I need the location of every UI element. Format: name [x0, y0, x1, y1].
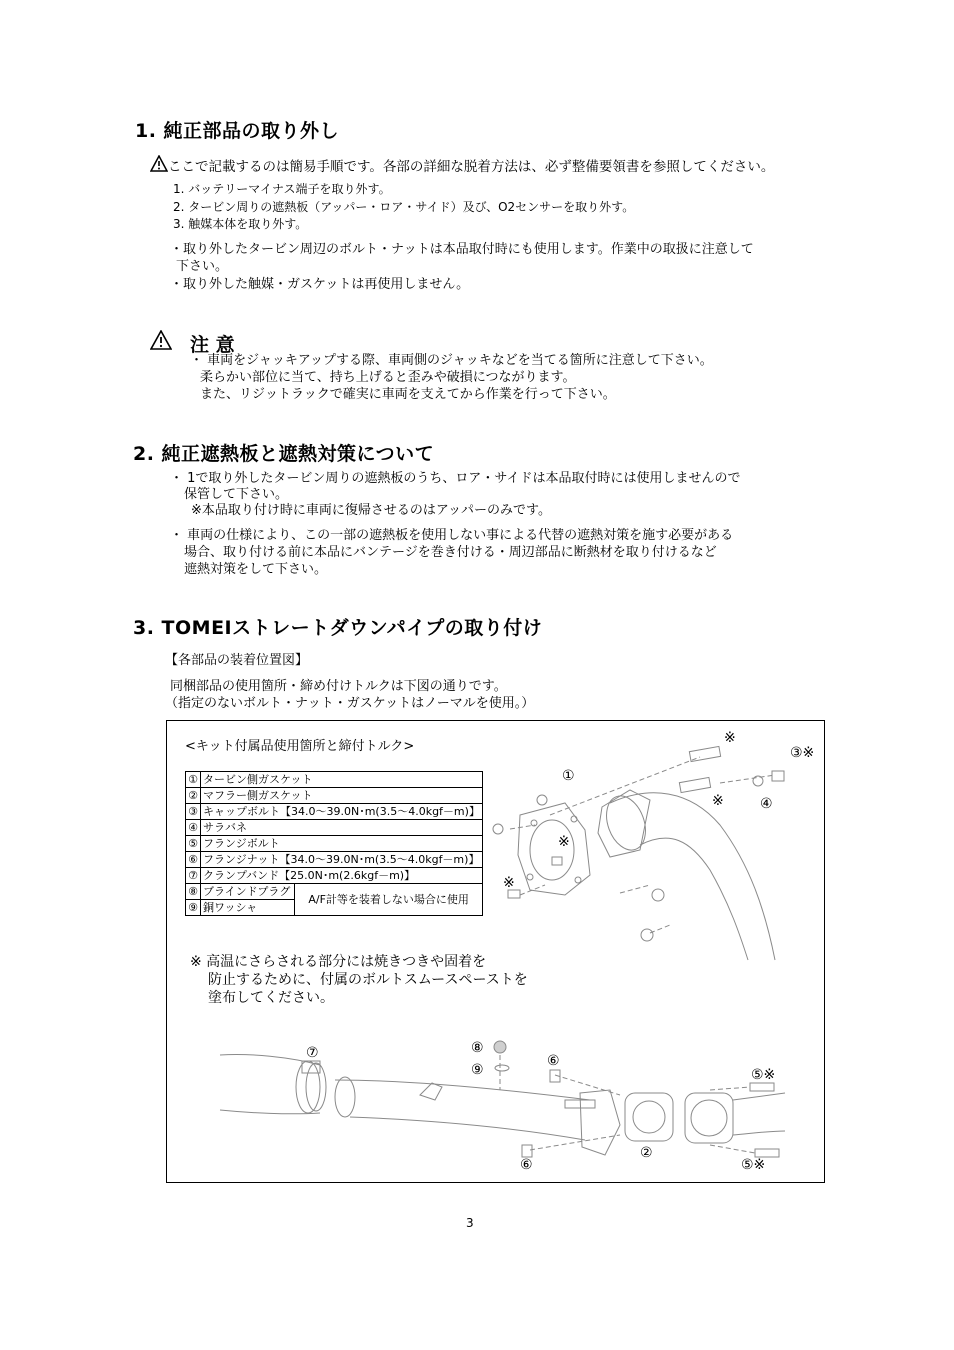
part-label: フランジナット【34.0～39.0N･m(3.5～4.0kgf－m)】: [201, 852, 483, 868]
caution-line-3: また、リジットラックで確実に車両を支えてから作業を行って下さい。: [200, 387, 616, 402]
paste-note-2: 防止するために、付属のボルトスムースペーストを: [208, 972, 528, 988]
turbine-side-drawing: [490, 745, 820, 975]
table-row: [186, 820, 483, 836]
part-label: フランジボルト: [201, 836, 483, 852]
callout-3: ③※: [790, 745, 815, 761]
note-1-cont: 下さい。: [176, 259, 229, 274]
callout-7: ⑦: [306, 1045, 319, 1061]
callout-8: ⑧: [471, 1040, 484, 1056]
muffler-side-drawing: [210, 1035, 790, 1175]
part-num: ④: [186, 820, 201, 836]
table-row: [186, 788, 483, 804]
diagram-caption: <キット付属品使用箇所と締付トルク>: [185, 739, 415, 754]
table-row: [186, 884, 483, 900]
callout-5-bottom: ⑤※: [741, 1157, 766, 1173]
callout-star-gasket: ※: [558, 834, 570, 850]
section3-subheading: 【各部品の装着位置図】: [165, 653, 309, 668]
note-2: ・取り外した触媒・ガスケットは再使用しません。: [170, 277, 470, 292]
section3-line-2: （指定のないボルト・ナット・ガスケットはノーマルを使用。）: [165, 696, 535, 711]
section1-warning: ここで記載するのは簡易手順です。各部の詳細な脱着方法は、必ず整備要領書を参照してください。: [168, 159, 775, 175]
section2-line-4: ・ 車両の仕様により、この一部の遮熱板を使用しない事による代替の遮熱対策を施す必要がある: [170, 528, 734, 543]
section3-heading: 3. TOMEIストレートダウンパイプの取り付け: [133, 617, 543, 639]
table-row: [186, 772, 483, 788]
note-1: ・取り外したタービン周辺のボルト・ナットは本品取付時にも使用します。作業中の取扱に注意して: [170, 242, 754, 257]
caution-title: 注 意: [190, 334, 235, 356]
part-label: ブラインドプラグ: [201, 884, 295, 900]
caution-triangle-icon: [150, 330, 172, 350]
callout-star-nut: ※: [503, 875, 515, 891]
section2-line-3: ※本品取り付け時に車両に復帰させるのはアッパーのみです。: [191, 503, 551, 518]
part-num: ①: [186, 772, 201, 788]
section2-heading: 2. 純正遮熱板と遮熱対策について: [133, 443, 435, 465]
page-number: 3: [466, 1216, 474, 1230]
part-num: ⑦: [186, 868, 201, 884]
step-2: 2. タービン周りの遮熱板（アッパー・ロア・サイド）及び、O2センサーを取り外す。: [173, 200, 635, 214]
callout-star-top: ※: [724, 730, 736, 746]
part-num: ⑨: [186, 900, 201, 916]
callout-4: ④: [760, 796, 773, 812]
section2-line-2: 保管して下さい。: [184, 487, 289, 502]
part-label: 銅ワッシャ: [201, 900, 295, 916]
step-1: 1. バッテリーマイナス端子を取り外す。: [173, 182, 391, 196]
section2-line-1: ・ 1で取り外したタービン周りの遮熱板のうち、ロア・サイドは本品取付時には使用しませんので: [170, 471, 741, 486]
section2-line-6: 遮熱対策をして下さい。: [184, 562, 328, 577]
section1-heading: 1. 純正部品の取り外し: [135, 120, 340, 142]
warning-triangle-icon: [150, 155, 168, 172]
caution-line-1: ・ 車両をジャッキアップする際、車両側のジャッキなどを当てる箇所に注意して下さい。: [190, 353, 713, 368]
part-label: タービン側ガスケット: [201, 772, 483, 788]
part-num: ③: [186, 804, 201, 820]
callout-5-top: ⑤※: [751, 1067, 776, 1083]
callout-9: ⑨: [471, 1062, 484, 1078]
callout-6-top: ⑥: [547, 1053, 560, 1069]
part-num: ⑥: [186, 852, 201, 868]
part-label: キャップボルト【34.0～39.0N･m(3.5～4.0kgf－m)】: [201, 804, 483, 820]
table-row: [186, 868, 483, 884]
table-row: [186, 836, 483, 852]
section3-line-1: 同梱部品の使用箇所・締め付けトルクは下図の通りです。: [170, 679, 507, 694]
part-num: ⑤: [186, 836, 201, 852]
table-row: [186, 852, 483, 868]
part-label: サラバネ: [201, 820, 483, 836]
caution-line-2: 柔らかい部位に当て、持ち上げると歪みや破損につながります。: [200, 370, 576, 385]
part-num: ②: [186, 788, 201, 804]
callout-1: ①: [562, 768, 575, 784]
step-3: 3. 触媒本体を取り外す。: [173, 217, 308, 231]
section2-line-5: 場合、取り付ける前に本品にバンテージを巻き付ける・周辺部品に断熱材を取り付けるなど: [184, 545, 717, 560]
callout-6-bottom: ⑥: [520, 1157, 533, 1173]
part-num: ⑧: [186, 884, 201, 900]
paste-note-3: 塗布してください。: [208, 990, 334, 1006]
callout-2: ②: [640, 1145, 653, 1161]
parts-table: [185, 771, 483, 916]
part-label: マフラー側ガスケット: [201, 788, 483, 804]
callout-star-bolt: ※: [712, 793, 724, 809]
table-row: [186, 804, 483, 820]
paste-note-1: ※ 高温にさらされる部分には焼きつきや固着を: [190, 954, 487, 970]
af-note: A/F計等を装着しない場合に使用: [295, 884, 483, 916]
part-label: クランプバンド【25.0N･m(2.6kgf－m)】: [201, 868, 483, 884]
